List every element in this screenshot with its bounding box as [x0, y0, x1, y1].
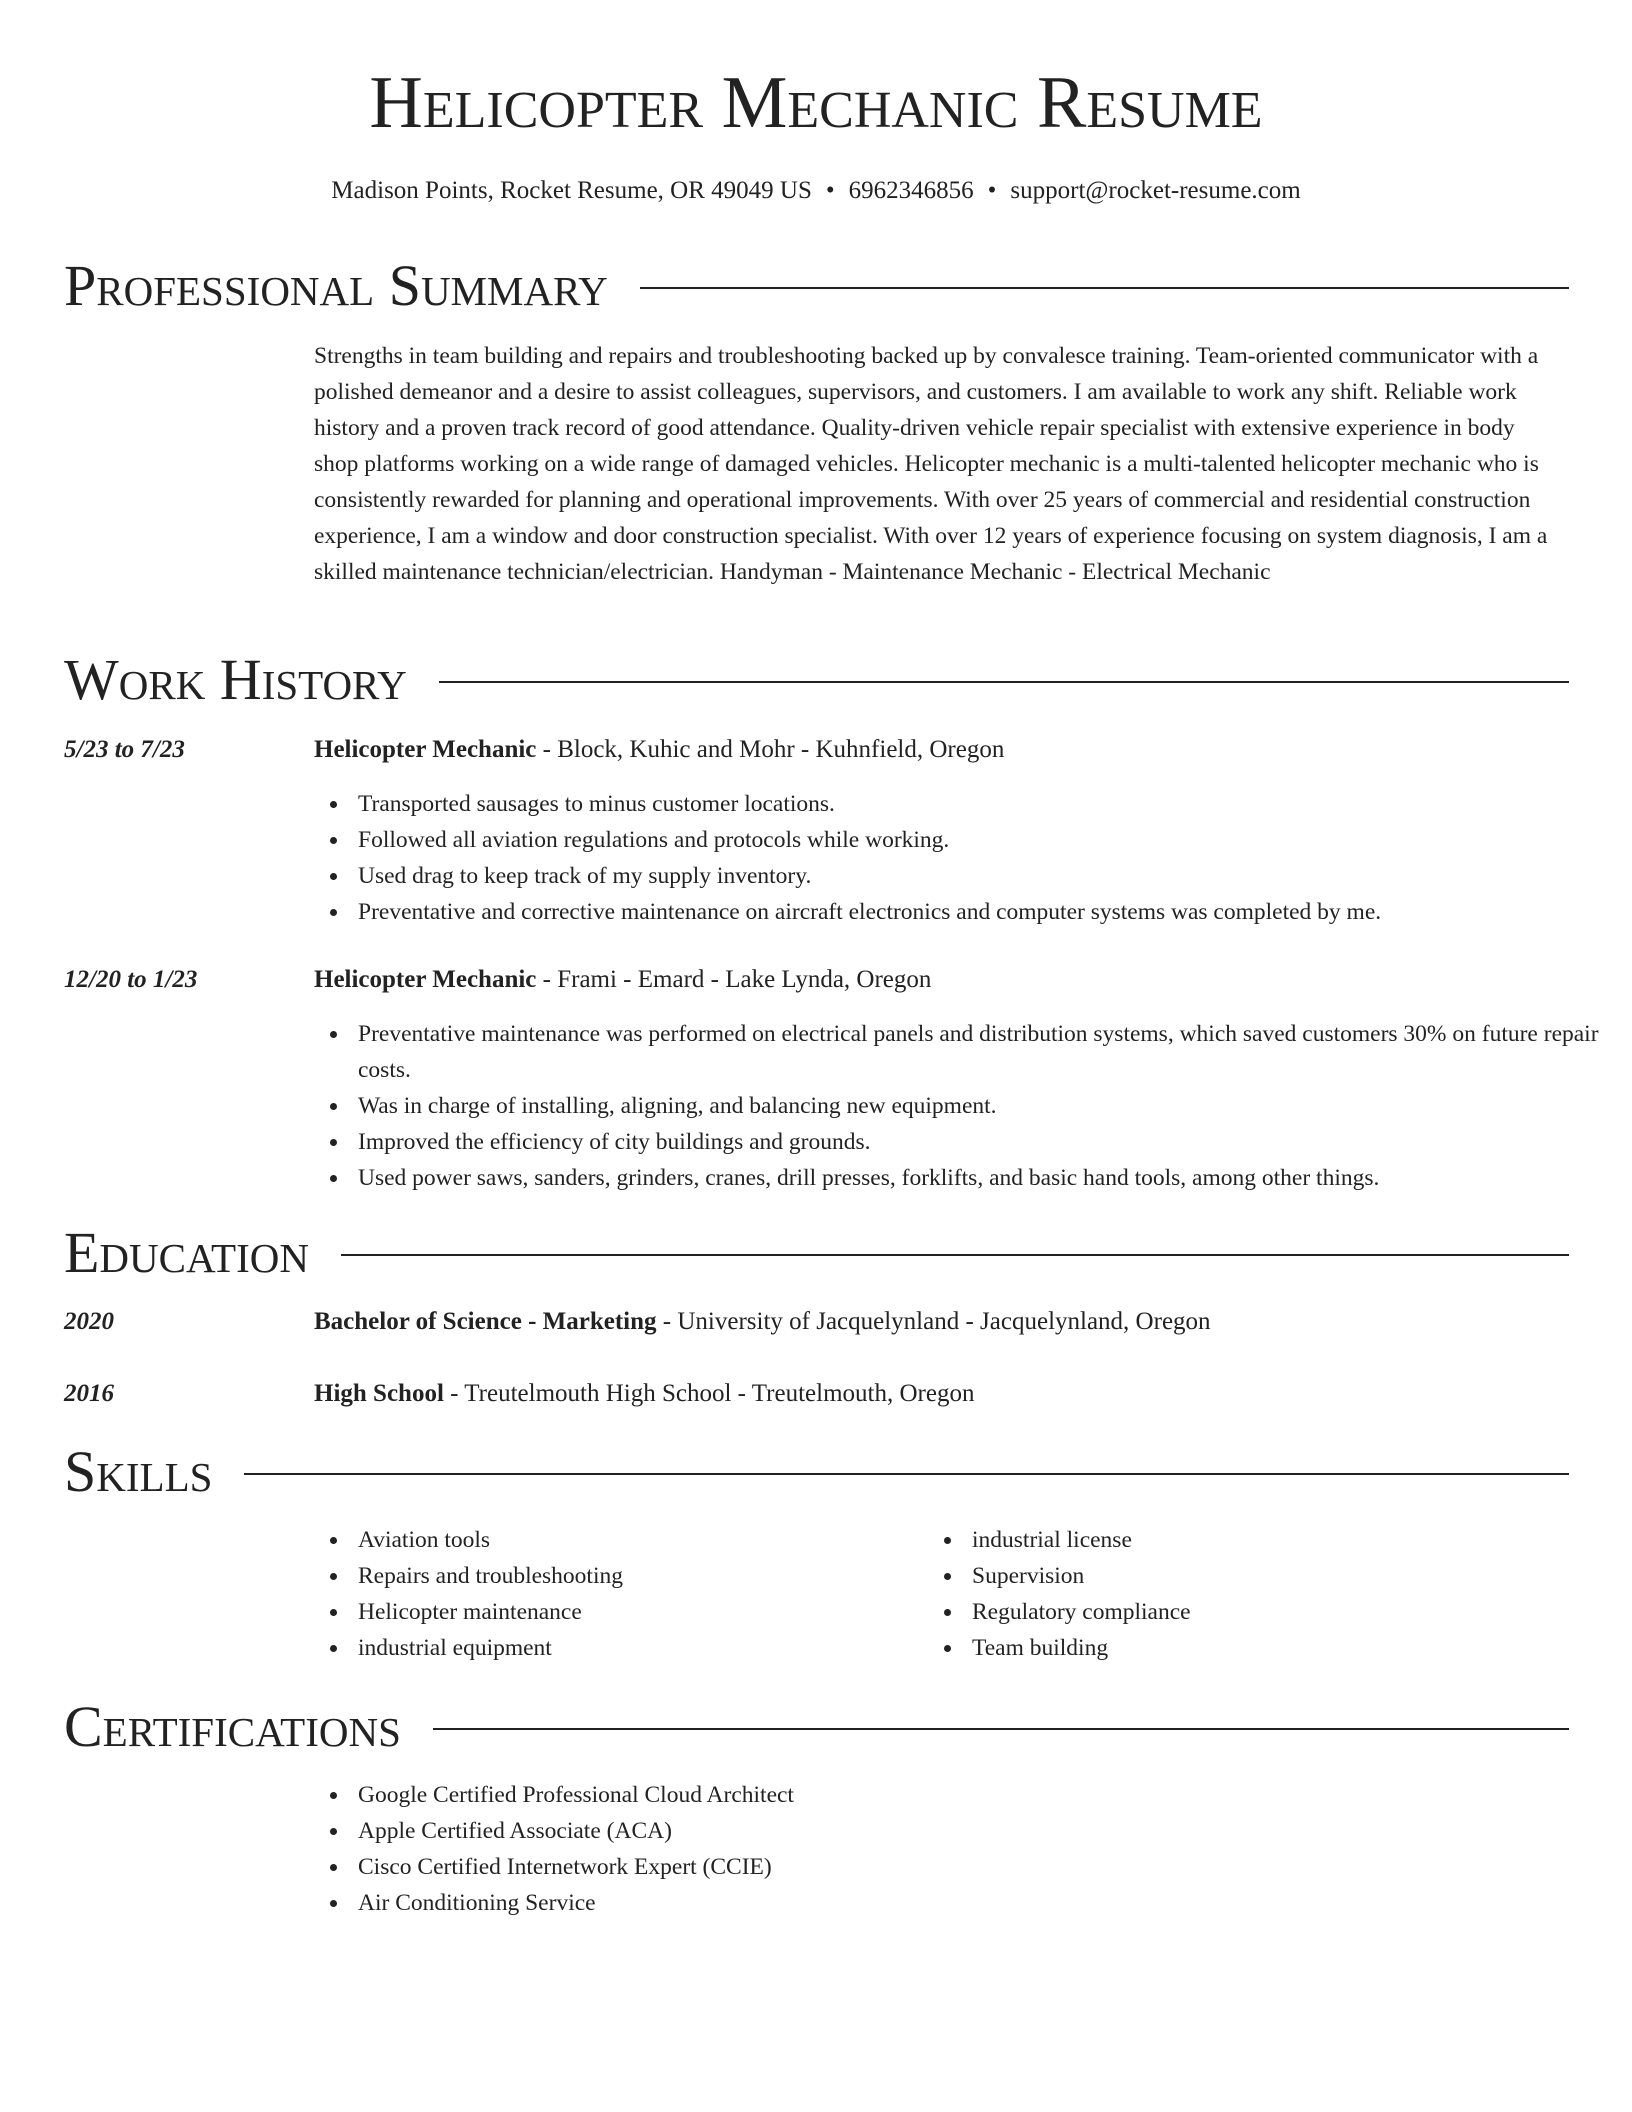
summary-text: Strengths in team building and repairs and troubleshooting backed up by convalesce training. Team-oriented communicator with a polished demeanor and a desire to assist colleagues, supervisors, and customers. I am available to work any shift. Reliable work history and a proven track record of good attendance. Quality-driven vehicle repair specialist with extensive experience in body shop platforms working on a wide range of damaged vehicles. Helicopter mechanic is a multi-talented helicopter mechanic who is consistently rewarded for planning and operational improvements. With over 25 years of commercial and residential construction experience, I am a window and door construction specialist. With over 12 years of experience focusing on system diagnosis, I am a skilled maintenance technician/electrician. Handyman - Maintenance Mechanic - Electrical Mechanic — [314, 343, 1548, 585]
skill-item: industrial equipment — [358, 1630, 918, 1666]
education-heading: Education — [64, 1220, 309, 1285]
skill-item: industrial license — [972, 1522, 1532, 1558]
education-heading-row — [64, 1220, 1569, 1286]
work-heading-row — [64, 647, 1569, 713]
education-school: - University of Jacquelynland - Jacquelynland, Oregon — [656, 1308, 1211, 1335]
contact-address: Madison Points, Rocket Resume, OR 49049 US — [331, 177, 812, 204]
section-divider — [244, 1473, 1569, 1475]
certification-item: Air Conditioning Service — [358, 1885, 1608, 1921]
certification-item: Apple Certified Associate (ACA) — [358, 1813, 1608, 1849]
job-bullet: Preventative maintenance was performed on electrical panels and distribution systems, which saved customers 30% on future repair costs. — [358, 1016, 1608, 1088]
job-bullet: Preventative and corrective maintenance on aircraft electronics and computer systems was completed by me. — [358, 894, 1608, 930]
contact-line — [0, 174, 1632, 208]
job-bullets — [314, 1016, 1608, 1196]
certification-item: Cisco Certified Internetwork Expert (CCIE) — [358, 1849, 1608, 1885]
job-heading — [314, 963, 1564, 997]
certifications-heading-row — [64, 1694, 1569, 1760]
skill-item: Regulatory compliance — [972, 1594, 1532, 1630]
summary-heading: Professional Summary — [64, 253, 608, 318]
skills-list-left — [314, 1522, 918, 1666]
skills-heading-row — [64, 1439, 1569, 1505]
education-degree: High School — [314, 1380, 444, 1407]
job-bullet: Used drag to keep track of my supply inventory. — [358, 858, 1608, 894]
job-dates: 5/23 to 7/23 — [64, 736, 185, 763]
section-divider — [640, 287, 1569, 289]
certifications-heading: Certifications — [64, 1694, 401, 1759]
resume-title: Helicopter Mechanic Resume — [369, 62, 1263, 144]
work-heading: Work History — [64, 647, 407, 712]
skill-item: Repairs and troubleshooting — [358, 1558, 918, 1594]
job-bullets — [314, 786, 1608, 930]
job-bullet: Followed all aviation regulations and protocols while working. — [358, 822, 1608, 858]
education-entry — [314, 1305, 1564, 1339]
education-year: 2020 — [64, 1308, 114, 1335]
education-degree: Bachelor of Science - Marketing — [314, 1308, 657, 1335]
skills-heading: Skills — [64, 1439, 213, 1504]
skill-item: Supervision — [972, 1558, 1532, 1594]
education-school: - Treutelmouth High School - Treutelmouth, Oregon — [443, 1380, 975, 1407]
education-year: 2016 — [64, 1380, 114, 1407]
job-heading — [314, 733, 1564, 767]
job-bullet: Used power saws, sanders, grinders, cranes, drill presses, forklifts, and basic hand tools, among other things. — [358, 1160, 1608, 1196]
job-dates: 12/20 to 1/23 — [64, 966, 198, 993]
job-title: Helicopter Mechanic — [314, 966, 537, 993]
section-divider — [433, 1728, 1569, 1730]
certifications-list — [314, 1777, 1608, 1921]
contact-separator: • — [987, 177, 997, 204]
contact-phone: 6962346856 — [848, 177, 974, 204]
job-bullet: Transported sausages to minus customer locations. — [358, 786, 1608, 822]
education-entry — [314, 1377, 1564, 1411]
skill-item: Helicopter maintenance — [358, 1594, 918, 1630]
skill-item: Aviation tools — [358, 1522, 918, 1558]
job-bullet: Was in charge of installing, aligning, and balancing new equipment. — [358, 1088, 1608, 1124]
contact-email: support@rocket-resume.com — [1010, 177, 1301, 204]
summary-heading-row — [64, 253, 1569, 319]
skill-item: Team building — [972, 1630, 1532, 1666]
skills-list-right — [928, 1522, 1532, 1666]
certification-item: Google Certified Professional Cloud Architect — [358, 1777, 1608, 1813]
job-employer: - Frami - Emard - Lake Lynda, Oregon — [536, 966, 932, 993]
job-title: Helicopter Mechanic — [314, 736, 537, 763]
job-bullet: Improved the efficiency of city buildings and grounds. — [358, 1124, 1608, 1160]
section-divider — [439, 681, 1569, 683]
contact-separator: • — [825, 177, 835, 204]
section-divider — [341, 1254, 1569, 1256]
job-employer: - Block, Kuhic and Mohr - Kuhnfield, Oregon — [536, 736, 1005, 763]
